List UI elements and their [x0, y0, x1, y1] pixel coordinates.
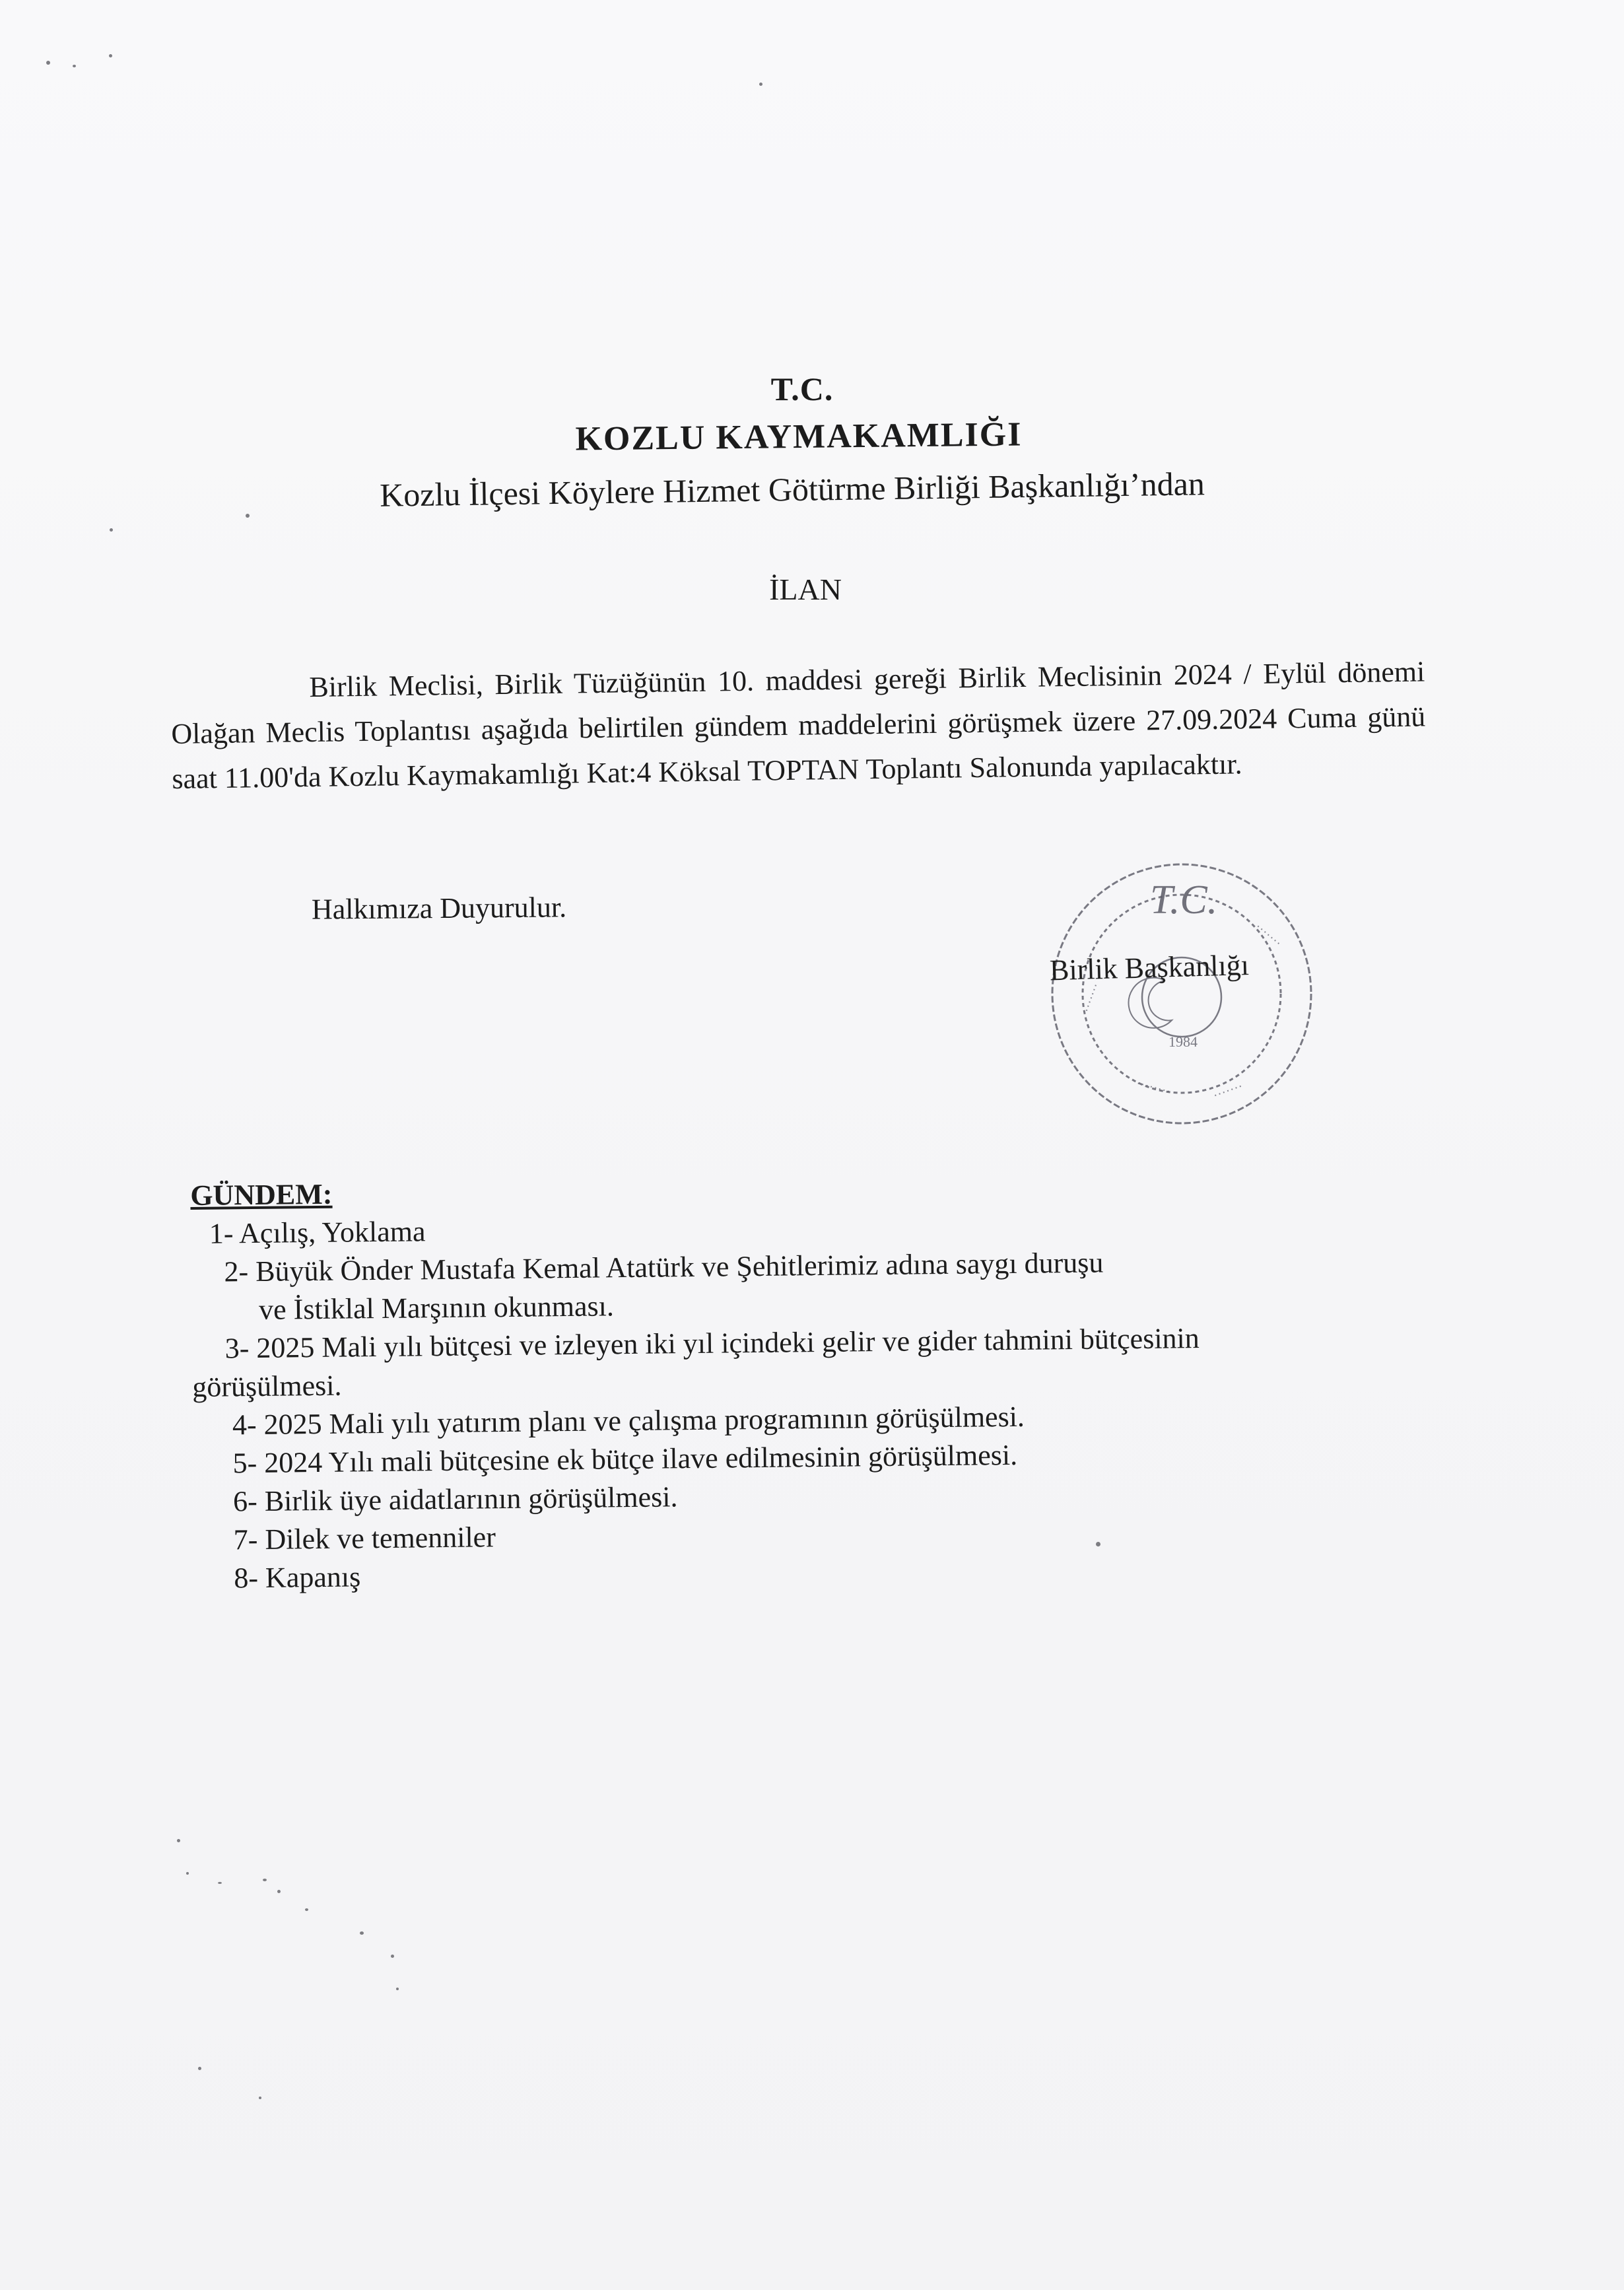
agenda-item-text: Büyük Önder Mustafa Kemal Atatürk ve Şehitlerimiz adına saygı duruşu — [255, 1246, 1104, 1288]
stamp-ring-mark: ······· — [1079, 981, 1103, 1015]
stamp-ring-mark: ······· — [1211, 1078, 1245, 1103]
scan-speck — [759, 83, 762, 86]
scan-speck — [277, 1890, 281, 1893]
agenda-item-text: Birlik üye aidatlarının görüşülmesi. — [264, 1480, 678, 1517]
scan-speck — [396, 1988, 399, 1990]
stamp-year: 1984 — [1168, 1033, 1198, 1050]
scan-speck — [360, 1931, 364, 1935]
official-stamp — [1036, 849, 1327, 1139]
agenda-item-text: 2025 Mali yılı yatırım planı ve çalışma programının görüşülmesi. — [263, 1400, 1025, 1441]
announcement-paragraph: Birlik Meclisi, Birlik Tüzüğünün 10. maddesi gereği Birlik Meclisinin 2024 / Eylül dönemi Olağan Meclis Toplantısı aşağıda belirtilen gündem maddelerini görüşmek üzere 27.09.2024 Cuma günü saat 11.00'da Kozlu Kaymakamlığı Kat:4 Köksal TOPTAN Toplantı Salonunda yapılacaktır. — [171, 655, 1426, 795]
announcement-body — [170, 649, 1427, 802]
agenda-item-text: 2024 Yılı mali bütçesine ek bütçe ilave edilmesinin görüşülmesi. — [263, 1438, 1018, 1479]
agenda-item-number: 7- — [233, 1523, 258, 1556]
announcement-title: İLAN — [769, 572, 842, 606]
scan-speck — [186, 1872, 189, 1875]
signature-label: Birlik Başkanlığı — [1049, 949, 1250, 987]
scan-speck — [109, 54, 112, 57]
agenda-item-number: 1- — [209, 1217, 234, 1250]
scan-speck — [73, 65, 76, 67]
scan-speck — [198, 2067, 201, 2070]
agenda-item-number: 4- — [232, 1408, 257, 1441]
agenda-item-number: 2- — [224, 1255, 249, 1288]
agenda-item-number: 6- — [232, 1484, 258, 1518]
header-department: Kozlu İlçesi Köylere Hizmet Götürme Birliği Başkanlığı’ndan — [379, 465, 1205, 514]
agenda-item-text: 2025 Mali yılı bütçesi ve izleyen iki yıl içindeki gelir ve gider tahmini bütçesinin — [256, 1322, 1200, 1364]
scan-speck — [218, 1882, 222, 1884]
scan-speck — [391, 1955, 394, 1958]
scan-speck — [259, 2097, 261, 2099]
stamp-ring-mark: ········ — [1134, 1075, 1172, 1099]
agenda-item-text: görüşülmesi. — [192, 1369, 342, 1403]
agenda-item-number: 5- — [232, 1446, 257, 1480]
scan-speck — [110, 528, 113, 532]
agenda-item-text: Kapanış — [265, 1560, 361, 1594]
agenda-item-number: 3- — [224, 1332, 250, 1365]
agenda-item-text: ve İstiklal Marşının okunması. — [258, 1290, 615, 1326]
scan-speck — [305, 1908, 308, 1911]
scan-speck — [263, 1879, 267, 1881]
scan-speck — [46, 61, 50, 65]
header-tc: T.C. — [770, 370, 834, 407]
header-institution: KOZLU KAYMAKAMLIĞI — [575, 415, 1023, 458]
agenda-section — [190, 1163, 1449, 1598]
agenda-item-text: Açılış, Yoklama — [238, 1215, 426, 1250]
agenda-item-number: 8- — [234, 1561, 259, 1595]
stamp-ring-mark: ······· — [1252, 919, 1285, 950]
agenda-title: GÜNDEM: — [190, 1177, 333, 1212]
scan-speck — [177, 1839, 180, 1842]
closing-line: Halkımıza Duyurulur. — [311, 891, 567, 926]
stamp-top-text: T.C. — [1150, 878, 1218, 922]
agenda-item-text: Dilek ve temenniler — [265, 1521, 496, 1556]
